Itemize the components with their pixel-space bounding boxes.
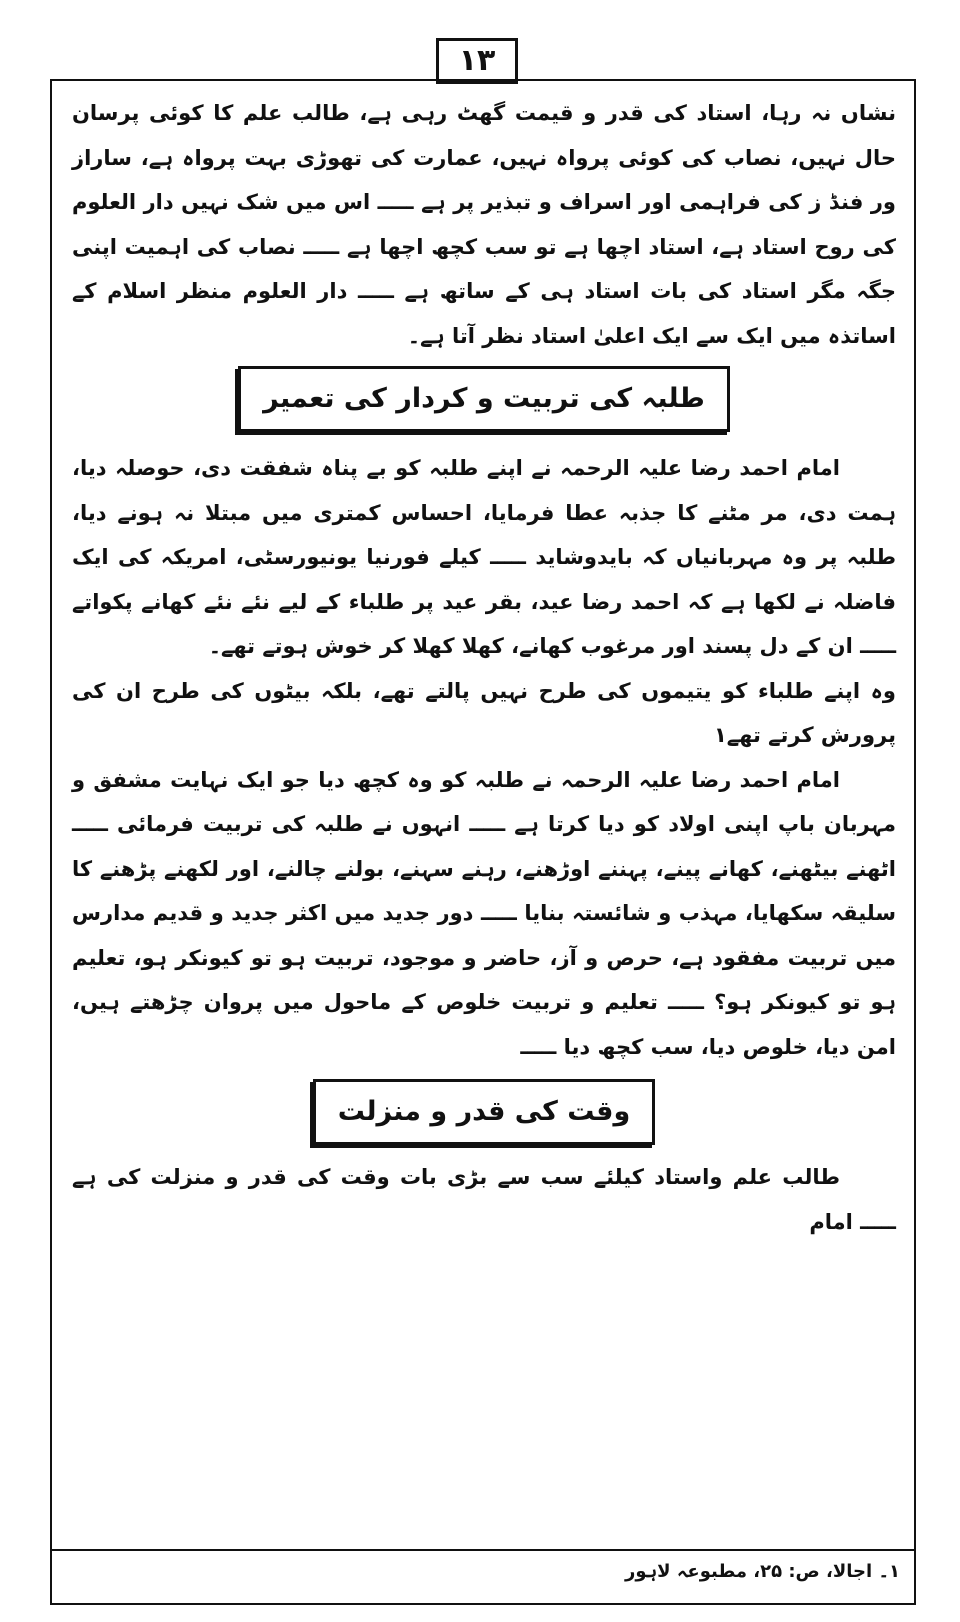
paragraph-1: نشاں نہ رہا، استاد کی قدر و قیمت گھٹ رہی ہے، طالب علم کا کوئی پرسان حال نہیں، نصاب کی کوئی پرواہ نہیں، عمارت کی تھوڑی بہت پرواہ ہے، ساراز ور فنڈ ز کی فراہمی اور اسراف و تبذیر پر ہے ـــــ اس میں شک نہیں دار العلوم کی روح استاد ہے، استاد اچھا ہے تو سب کچھ اچھا ہے ـــــ نصاب کی اہمیت اپنی جگہ مگر استاد کی بات استاد ہی کے ساتھ ہے ـــــ دار العلوم منظر اسلام کے اساتذہ میں ایک سے ایک اعلیٰ استاد نظر آتا ہے۔ [72, 101, 896, 348]
paragraph-2: امام احمد رضا علیہ الرحمہ نے اپنے طلبہ کو بے پناہ شفقت دی، حوصلہ دیا، ہمت دی، مر مٹنے کا جذبہ عطا فرمایا، احساس کمتری میں مبتلا نہ ہونے دیا، طلبہ پر وہ مہربانیاں کہ بایدوشاید ـــــ کیلے فورنیا یونیورسٹی، امریکہ کی ایک فاضلہ نے لکھا ہے کہ احمد رضا عید، بقر عید پر طلباء کے لیے نئے نئے کھانے پکواتے ـــــ ان کے دل پسند اور مرغوب کھانے، کھلا کھلا کر خوش ہوتے تھے۔ [72, 456, 896, 658]
page-number: ١٣ [436, 38, 518, 84]
paragraph-5: طالب علم واستاد کیلئے سب سے بڑی بات وقت کی قدر و منزلت کی ہے ـــــ امام [72, 1165, 896, 1234]
page-frame [50, 79, 916, 1605]
paragraph-3: وہ اپنے طلباء کو یتیموں کی طرح نہیں پالتے تھے، بلکہ بیٹوں کی طرح ان کی پرورش کرتے تھے۱ [72, 678, 896, 747]
footnote-divider [52, 1549, 914, 1551]
paragraph-4: امام احمد رضا علیہ الرحمہ نے طلبہ کو وہ کچھ دیا جو ایک نہایت مشفق و مہربان باپ اپنی اولاد کو دیا کرتا ہے ـــــ انہوں نے طلبہ کی تربیت فرمائی ـــــ اٹھنے بیٹھنے، کھانے پینے، پہننے اوڑھنے، رہنے سہنے، بولنے چالنے، اور لکھنے پڑھنے کا سلیقہ سکھایا، مہذب و شائستہ بنایا ـــــ دور جدید میں اکثر جدید و قدیم مدارس میں تربیت مفقود ہے، حرص و آز، حاضر و موجود، تربیت ہو تو کیونکر ہو، تعلیم ہو تو کیونکر ہو؟ ـــــ تعلیم و تربیت خلوص کے ماحول میں پروان چڑھتے ہیں، امن دیا، خلوص دیا، سب کچھ دیا ـــــ [72, 767, 896, 1059]
heading-1-wrap [72, 366, 896, 432]
page-body [72, 91, 896, 1244]
section-heading-time: وقت کی قدر و منزلت [313, 1079, 656, 1145]
footnote: ۱۔ اجالا، ص: ۲۵، مطبوعہ لاہور [624, 1561, 900, 1582]
section-heading-training: طلبہ کی تربیت و کردار کی تعمیر [238, 366, 730, 432]
heading-2-wrap [72, 1079, 896, 1145]
